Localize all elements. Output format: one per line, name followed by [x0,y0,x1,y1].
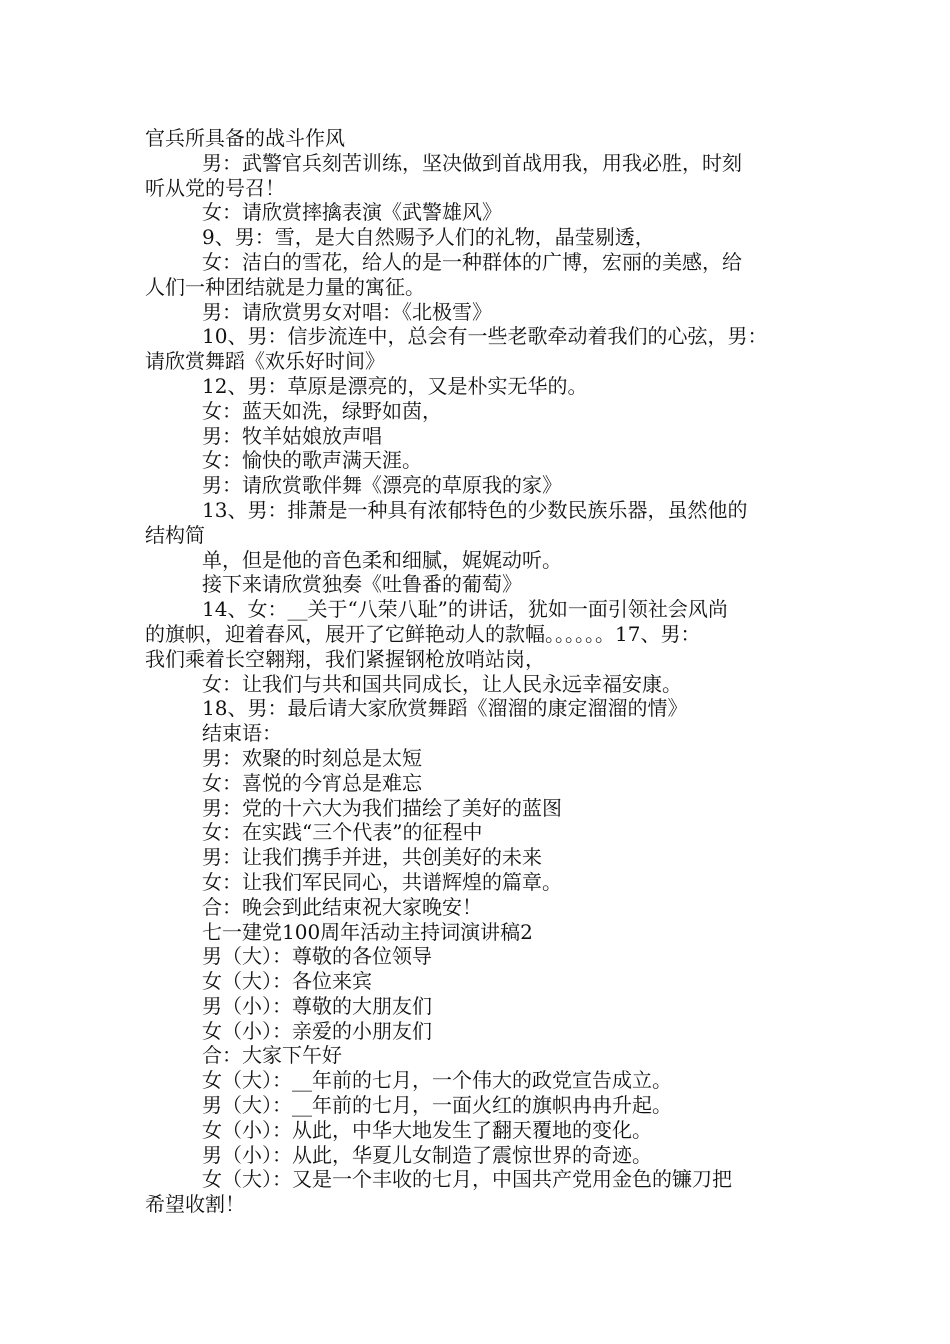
text-line: 七一建党100周年活动主持词演讲稿2 [202,919,533,944]
text-line: 男：党的十六大为我们描绘了美好的蓝图 [202,795,562,820]
text-line: 14、女：__关于“八荣八耻”的讲话，犹如一面引领社会风尚 [202,597,728,622]
text-line: 结构简 [145,522,205,547]
text-line: 单，但是他的音色柔和细腻，娓娓动听。 [202,547,562,572]
text-line: 女（小）：亲爱的小朋友们 [202,1018,432,1043]
text-line: 人们一种团结就是力量的寓征。 [145,274,425,299]
text-line: 12、男：草原是漂亮的，又是朴实无华的。 [202,373,588,398]
text-line: 女（小）：从此，中华大地发生了翻天覆地的变化。 [202,1117,652,1142]
text-line: 女：愉快的歌声满天涯。 [202,448,422,473]
text-line: 合：晚会到此结束祝大家晚安！ [202,894,482,919]
text-line: 13、男：排萧是一种具有浓郁特色的少数民族乐器，虽然他的 [202,497,748,522]
text-line: 女（大）：__年前的七月，一个伟大的政党宣告成立。 [202,1068,672,1093]
text-line: 女（大）：各位来宾 [202,969,372,994]
text-line: 男：武警官兵刻苦训练，坚决做到首战用我，用我必胜，时刻 [202,150,742,175]
text-line: 接下来请欣赏独奏《吐鲁番的葡萄》 [202,572,522,597]
text-line: 男：欢聚的时刻总是太短 [202,745,422,770]
text-line: 女（大）：又是一个丰收的七月，中国共产党用金色的镰刀把 [202,1167,732,1192]
document-body [145,126,825,1217]
text-line: 男（大）：尊敬的各位领导 [202,944,432,969]
text-line: 官兵所具备的战斗作风 [145,126,345,150]
text-line: 男：让我们携手并进，共创美好的未来 [202,845,542,870]
text-line: 女：蓝天如洗，绿野如茵， [202,398,442,423]
text-line: 10、男：信步流连中，总会有一些老歌牵动着我们的心弦，男： [202,324,768,349]
text-line: 女：请欣赏摔擒表演《武警雄风》 [202,200,502,225]
text-line: 18、男：最后请大家欣赏舞蹈《溜溜的康定溜溜的情》 [202,696,688,721]
text-line: 女：洁白的雪花，给人的是一种群体的广博，宏丽的美感，给 [202,249,742,274]
text-line: 男（大）：__年前的七月，一面火红的旗帜冉冉升起。 [202,1093,672,1118]
text-line: 听从党的号召！ [145,175,285,200]
text-line: 结束语： [202,721,282,746]
text-line: 的旗帜，迎着春风，展开了它鲜艳动人的款幅。。。。。。17、男： [145,621,701,646]
text-line: 请欣赏舞蹈《欢乐好时间》 [145,349,385,374]
text-line: 女：在实践“三个代表”的征程中 [202,820,483,845]
text-line: 男：请欣赏歌伴舞《漂亮的草原我的家》 [202,473,562,498]
text-line: 男：请欣赏男女对唱：《北极雪》 [202,299,492,324]
text-line: 9、男：雪，是大自然赐予人们的礼物，晶莹剔透， [202,225,655,250]
text-line: 女：让我们与共和国共同成长，让人民永远幸福安康。 [202,671,682,696]
text-line: 女：让我们军民同心，共谱辉煌的篇章。 [202,869,562,894]
text-line: 希望收割！ [145,1192,245,1217]
text-line: 女：喜悦的今宵总是难忘 [202,770,422,795]
text-line: 男（小）：尊敬的大朋友们 [202,993,432,1018]
text-line: 男：牧羊姑娘放声唱 [202,423,382,448]
text-line: 男（小）：从此，华夏儿女制造了震惊世界的奇迹。 [202,1142,652,1167]
text-line: 合：大家下午好 [202,1043,342,1068]
text-line: 我们乘着长空翱翔，我们紧握钢枪放哨站岗， [145,646,545,671]
